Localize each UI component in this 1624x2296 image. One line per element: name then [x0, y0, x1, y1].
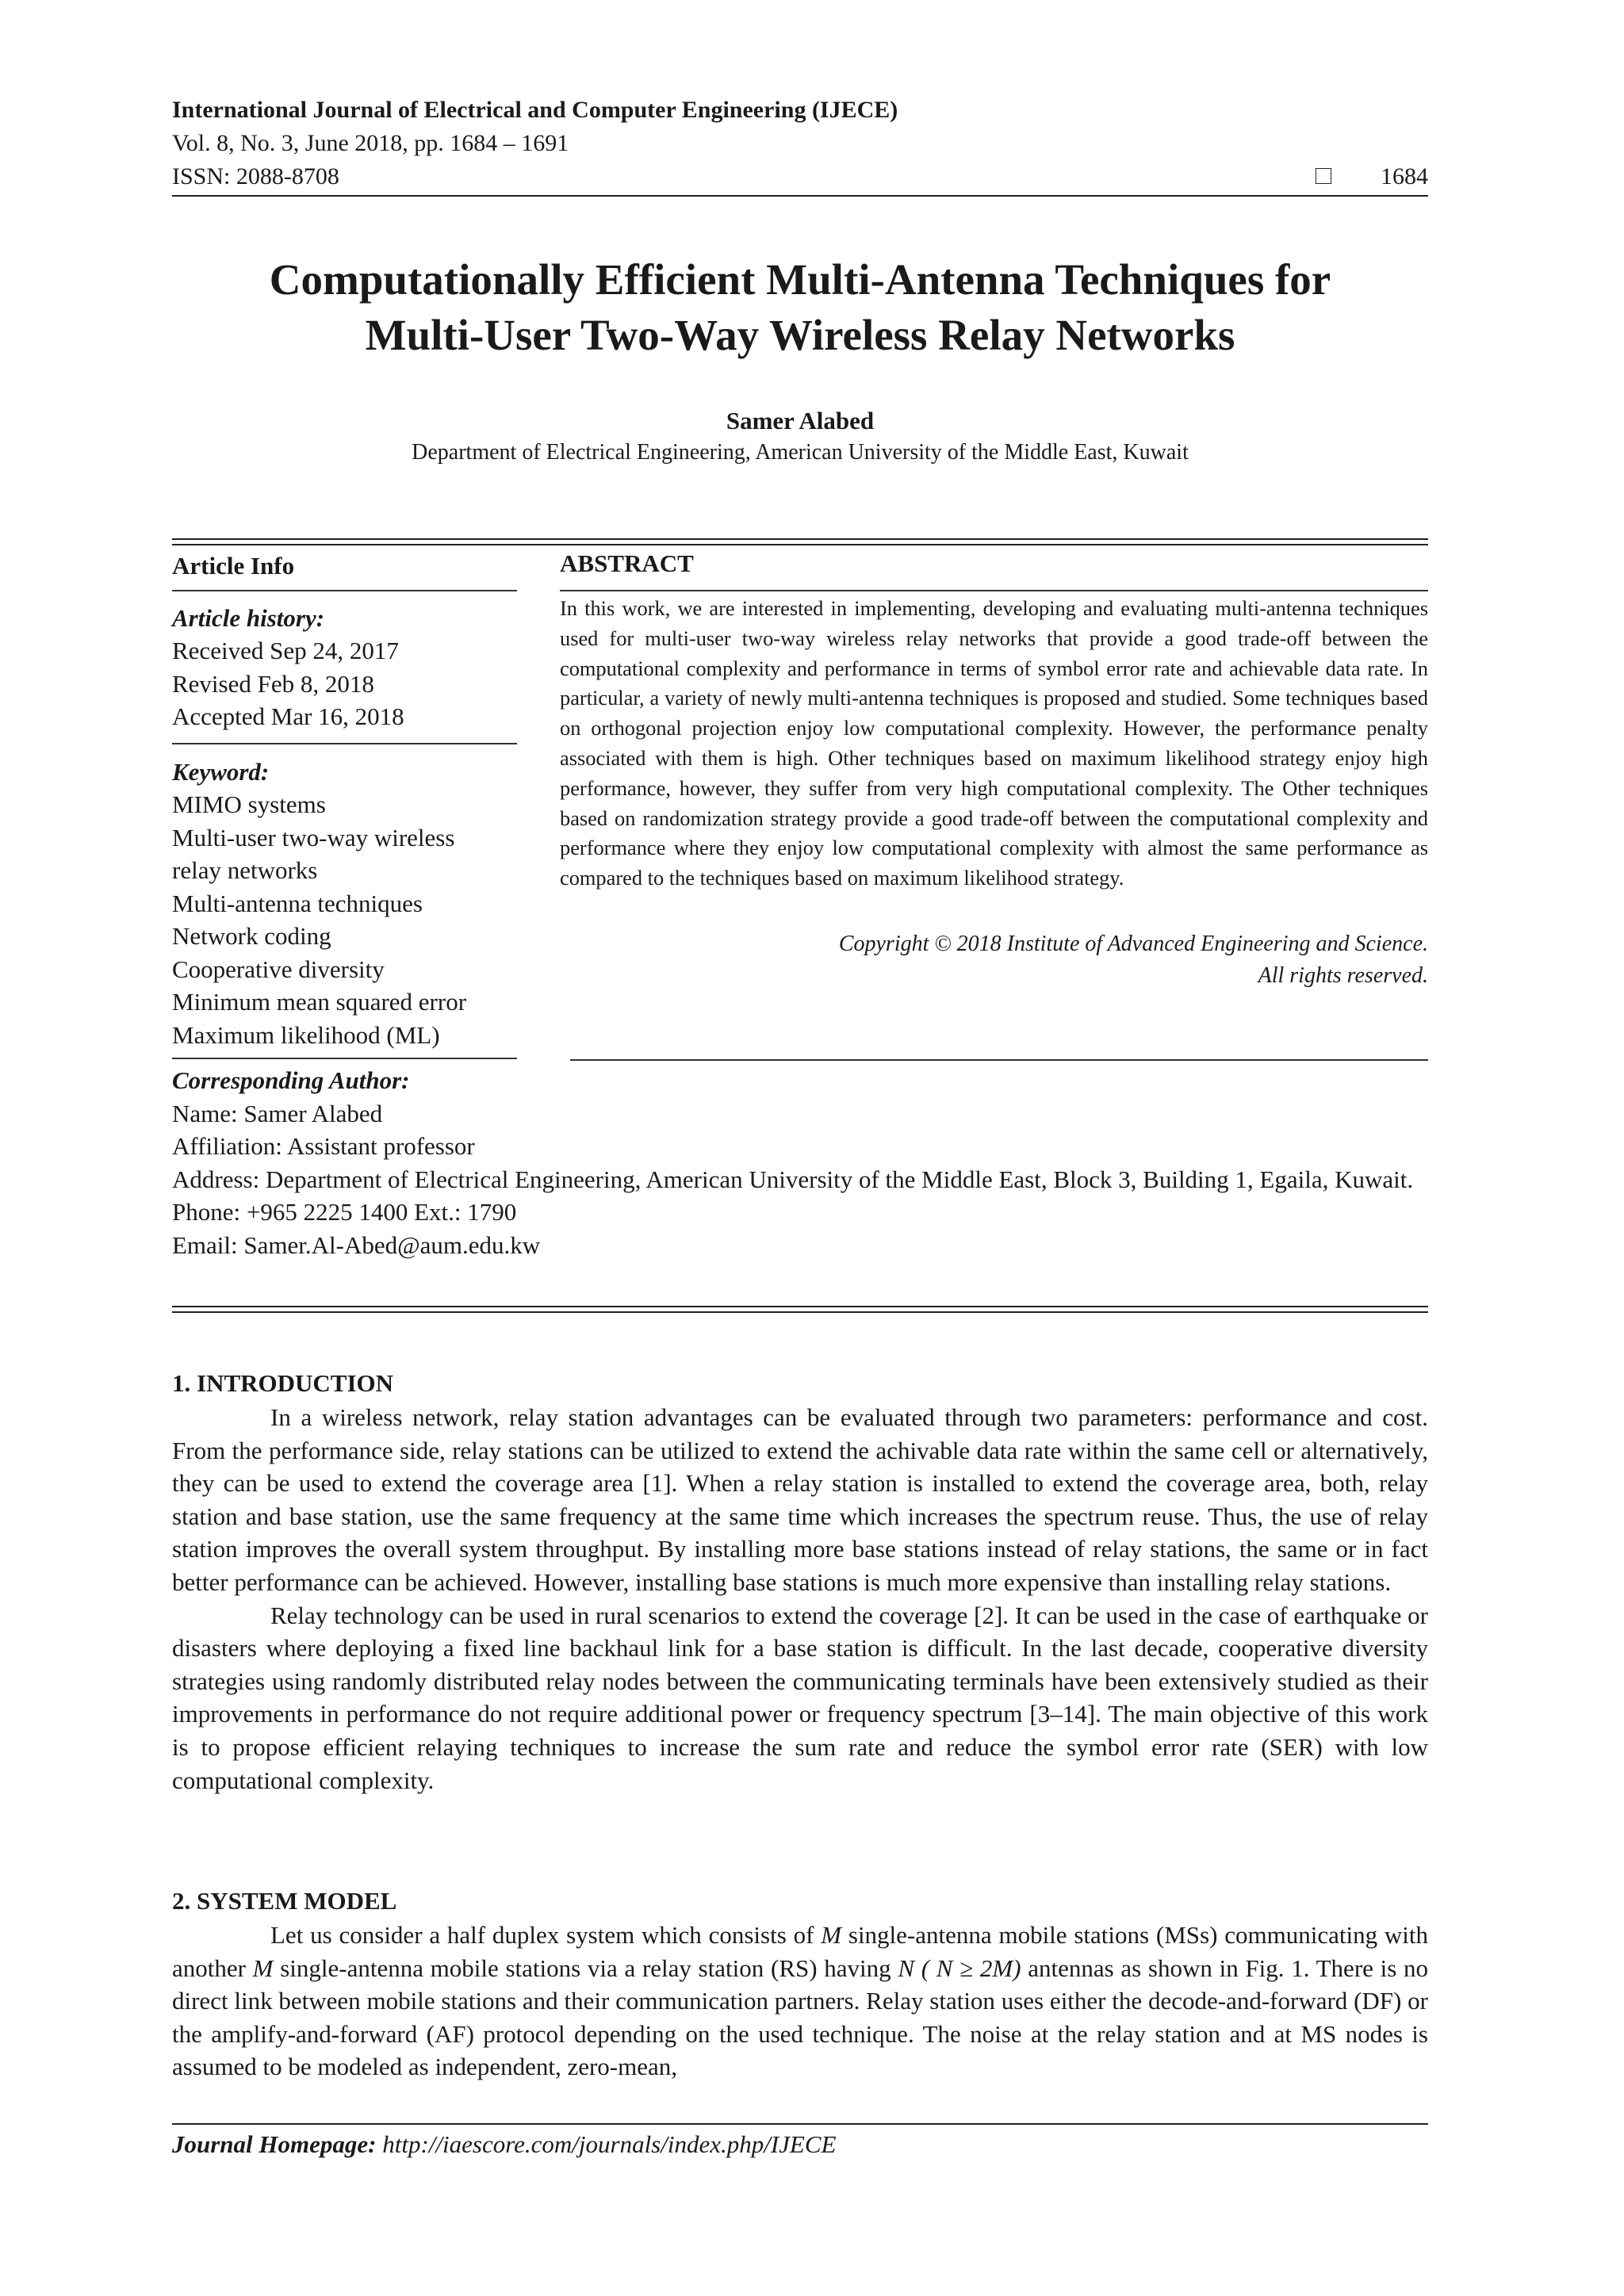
paper-title: Computationally Efficient Multi-Antenna Techniques for Multi-User Two-Way Wireless Relay Networks	[269, 255, 1331, 359]
keyword-item: Minimum mean squared error	[172, 988, 467, 1016]
intro-paragraph-2: Relay technology can be used in rural scenarios to extend the coverage [2]. It can be used in the case of earthquake or disasters where deploying a fixed line backhaul link for a base station is difficult. In the last decade, cooperative diversity strategies using randomly distributed relay nodes between the communicating terminals have been extensively studied as their improvements in performance do not require additional power or frequency spectrum [3–14]. The main objective of this work is to propose efficient relaying techniques to increase the sum rate and reduce the symbol error rate (SER) with low computational complexity.	[172, 1601, 1428, 1794]
copyright: Copyright © 2018 Institute of Advanced Engineering and Science. All rights reserved.	[838, 931, 1428, 988]
page-number: 1684	[1381, 163, 1428, 189]
math-N: N ( N ≥ 2M)	[898, 1954, 1021, 1982]
issn: ISSN: 2088-8708	[172, 163, 339, 189]
article-history-label: Article history:	[172, 603, 325, 632]
corr-bottom-rule	[172, 1306, 1428, 1307]
introduction-body	[172, 1401, 1428, 1797]
journal-header	[172, 94, 1428, 193]
system-model-body	[172, 1919, 1428, 2084]
journal-footer	[172, 2130, 836, 2159]
intro-paragraph-1: In a wireless network, relay station advantages can be evaluated through two parameters: performance and cost. From the performance side, relay stations can be utilized to extend the achivable data rate within the same cell or alternatively, they can be used to extend the coverage area [1]. When a relay station is installed to extend the coverage area, both, relay station and base station, use the same frequency at the same time which increases the spectrum reuse. Thus, the use of relay station improves the overall system throughput. By installing more base stations instead of relay stations, the same or in fact better performance can be achieved. However, installing base stations is much more expensive than installing relay stations.	[172, 1403, 1428, 1596]
section-introduction-title: 1. INTRODUCTION	[172, 1369, 394, 1397]
info-top-rule-2	[172, 544, 1428, 545]
journal-name: International Journal of Electrical and Computer Engineering (IJECE)	[172, 97, 898, 123]
history-revised: Revised Feb 8, 2018	[172, 669, 374, 698]
corresponding-label: Corresponding Author:	[172, 1066, 410, 1094]
abstract-bottom-rule	[570, 1059, 1428, 1061]
info-rule	[172, 590, 517, 591]
corresponding-phone: Phone: +965 2225 1400 Ext.: 1790	[172, 1198, 517, 1226]
abstract-text: In this work, we are interested in implementing, developing and evaluating multi-antenna techniques used for multi-user two-way wireless relay networks that provide a good trade-off between the computational complexity and performance in terms of symbol error rate and achievable data rate. In particular, a variety of newly multi-antenna techniques is proposed and studied. Some techniques based on orthogonal projection enjoy low computational complexity. However, the performance penalty associated with them is high. Other techniques based on maximum likelihood strategy enjoy high performance, however, they suffer from very high computational complexity. The Other techniques based on randomization strategy provide a good trade-off between the computational complexity and performance where they enjoy low computational complexity with almost the same performance as compared to the techniques based on maximum likelihood strategy.	[560, 596, 1428, 890]
history-received: Received Sep 24, 2017	[172, 637, 399, 664]
abstract-rule	[560, 590, 1428, 591]
math-M: M	[821, 1921, 842, 1949]
section-system-model-title: 2. SYSTEM MODEL	[172, 1887, 397, 1915]
keyword-item: relay networks	[172, 856, 318, 884]
abstract-heading: ABSTRACT	[560, 549, 694, 577]
footer-label: Journal Homepage:	[172, 2130, 377, 2158]
article-info-heading: Article Info	[172, 552, 295, 580]
article-info	[172, 549, 517, 1051]
history-rule	[172, 743, 517, 744]
volume-info: Vol. 8, No. 3, June 2018, pp. 1684 – 1691	[172, 130, 569, 156]
issn-row	[172, 160, 1428, 193]
author-affiliation: Department of Electrical Engineering, American University of the Middle East, Kuwait	[412, 440, 1189, 465]
keyword-item: Network coding	[172, 922, 331, 950]
corresponding-affiliation: Affiliation: Assistant professor	[172, 1132, 475, 1161]
corresponding-email: Email: Samer.Al-Abed@aum.edu.kw	[172, 1230, 541, 1259]
history-accepted: Accepted Mar 16, 2018	[172, 702, 404, 730]
keyword-item: Multi-antenna techniques	[172, 889, 423, 917]
keyword-item: Maximum likelihood (ML)	[172, 1020, 440, 1049]
corr-bottom-rule-2	[172, 1311, 1428, 1313]
info-top-rule	[172, 538, 1428, 540]
keyword-label: Keyword:	[172, 757, 270, 786]
corresponding-name: Name: Samer Alabed	[172, 1099, 383, 1127]
square-icon	[1316, 168, 1331, 184]
header-rule	[172, 195, 1428, 197]
corresponding-address: Address: Department of Electrical Engineering, American University of the Middle East, Block 3, Building 1, Egaila, Kuwait.	[172, 1165, 1414, 1193]
keyword-rule	[172, 1058, 517, 1059]
author-name: Samer Alabed	[726, 407, 875, 434]
keyword-item: Cooperative diversity	[172, 955, 385, 983]
abstract	[560, 549, 1428, 992]
keyword-item: Multi-user two-way wireless	[172, 823, 455, 851]
journal-homepage-link[interactable]: http://iaescore.com/journals/index.php/IJECE	[382, 2130, 837, 2158]
system-paragraph-1: Let us consider a half duplex system which consists of M single-antenna mobile stations (MSs) communicating with another M single-antenna mobile stations via a relay station (RS) having N ( N ≥ 2M) antennas as shown in Fig. 1. There is no direct link between mobile stations and their communication partners. Relay station uses either the decode-and-forward (DF) or the amplify-and-forward (AF) protocol depending on the used technique. The noise at the relay station and at MS nodes is assumed to be modeled as independent, zero-mean,	[172, 1921, 1428, 2081]
keyword-item: MIMO systems	[172, 790, 326, 818]
math-M: M	[252, 1954, 274, 1982]
corresponding-author	[172, 1064, 1428, 1262]
footer-rule	[172, 2123, 1428, 2125]
